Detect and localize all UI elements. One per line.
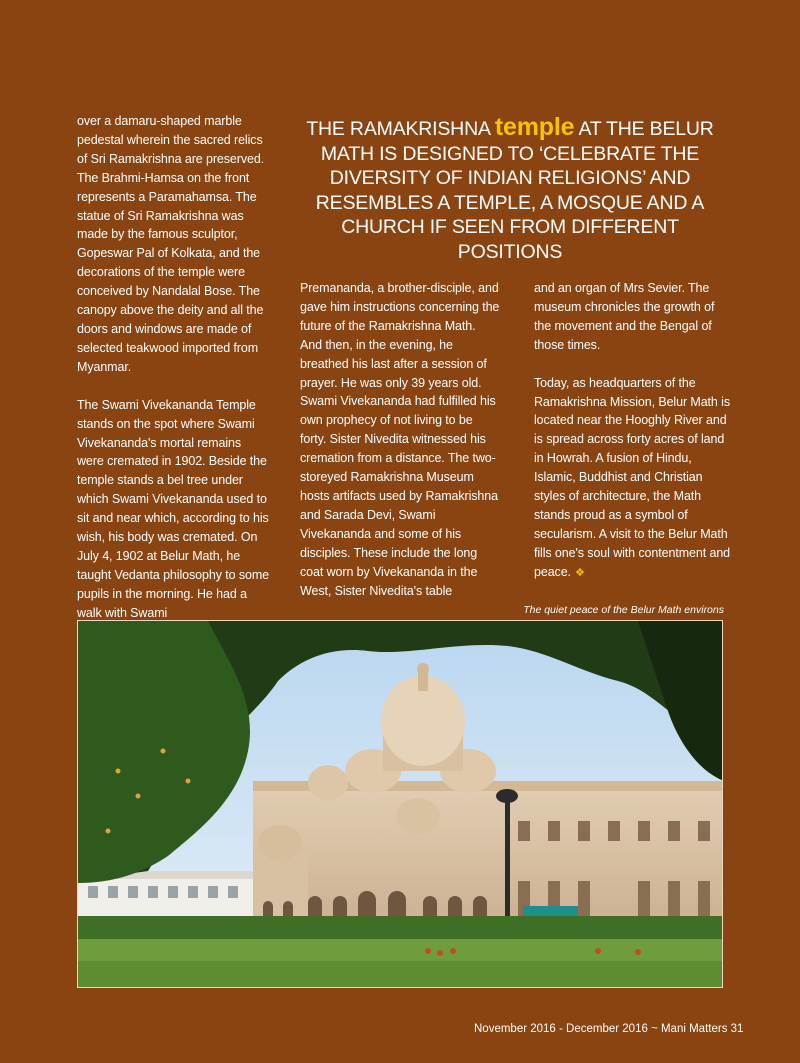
end-of-article-icon: ❖	[574, 566, 585, 579]
column1-paragraph-2: The Swami Vivekananda Temple stands on the spot where Swami Vivekananda's mortal remains were cremated in 1902. Beside the temple stands a bel tree under which Swami Vivekananda used to sit and near which, according to his wish, his body was cremated. On July 4, 1902 at Belur Math, he taught Vedanta philosophy to some pupils in the morning. He had a walk with Swami	[77, 397, 269, 620]
column2-paragraph-1: Premananda, a brother-disciple, and gave him instructions concerning the future of the Ramakrishna Math. And then, in the evening, he breathed his last after a session of prayer. He was only 39 years old. Swami Vivekananda had fulfilled his own prophecy of not living to be forty. Sister Nivedita witnessed his cremation from a distance. The two-storeyed Ramakrishna Museum hosts artifacts used by Ramakrishna and Sarada Devi, Swami Vivekananda and some of his disciples. These include the long coat worn by Vivekananda in the West, Sister Nivedita's table	[300, 281, 500, 598]
column3-paragraph-2	[534, 374, 734, 583]
article-column-2	[300, 279, 500, 619]
pull-quote	[290, 115, 730, 265]
article-column-1	[77, 112, 269, 642]
photo-caption: The quiet peace of the Belur Math environs	[523, 604, 724, 616]
pull-quote-rest: AT THE BELUR MATH IS DESIGNED TO ‘CELEBRATE THE DIVERSITY OF INDIAN RELIGIONS’ AND RESEMBLES A TEMPLE, A MOSQUE AND A CHURCH IF SEEN FROM DIFFERENT POSITIONS	[315, 118, 714, 263]
belur-math-photo	[77, 620, 723, 988]
column3-paragraph-2-text: Today, as headquarters of the Ramakrishna Mission, Belur Math is located near the Hooghly River and is spread across forty acres of land in Howrah. A fusion of Hindu, Islamic, Buddhist and Christian styles of architecture, the Math stands proud as a symbol of secularism. A visit to the Belur Math fills one's soul with contentment and peace.	[534, 375, 731, 579]
article-column-3	[534, 279, 734, 602]
pull-quote-lead: THE RAMAKRISHNA	[306, 118, 495, 140]
column1-paragraph-1: over a damaru-shaped marble pedestal wherein the sacred relics of Sri Ramakrishna are preserved. The Brahmi-Hamsa on the front represents a Paramahamsa. The statue of Sri Ramakrishna was made by the famous sculptor, Gopeswar Pal of Kolkata, and the decorations of the temple were conceived by Nandalal Bose. The canopy above the deity and all the doors and windows are made of selected teakwood imported from Myanmar.	[77, 114, 265, 374]
pull-quote-highlight: temple	[494, 113, 575, 141]
page-footer: November 2016 - December 2016 ~ Mani Matters 31	[474, 1023, 744, 1035]
column3-paragraph-1: and an organ of Mrs Sevier. The museum chronicles the growth of the movement and the Bengal of those times.	[534, 281, 715, 352]
